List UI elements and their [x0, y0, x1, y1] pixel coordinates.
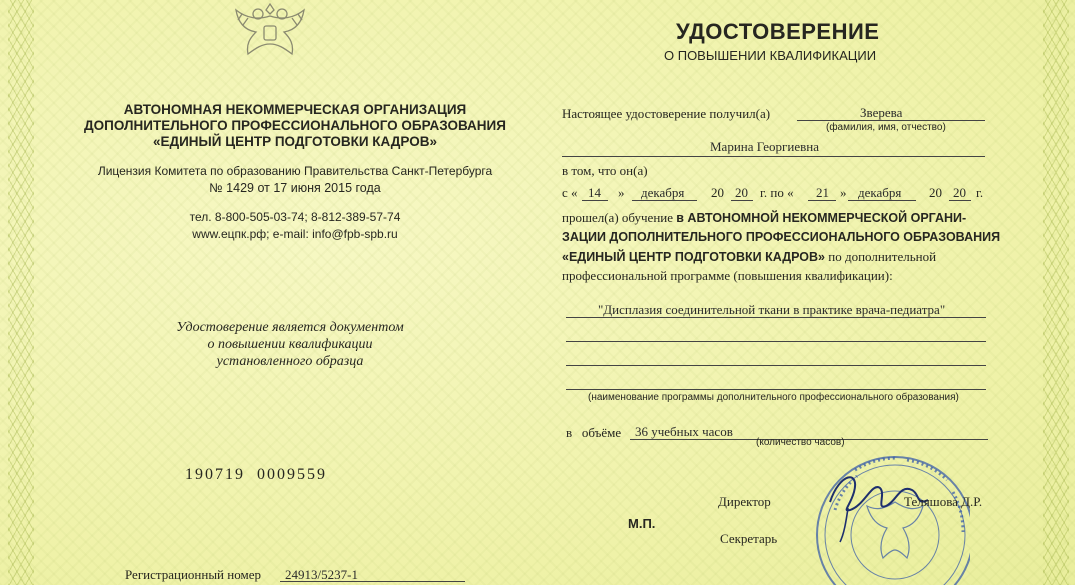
registration-underline	[280, 581, 465, 582]
study-org-part3: «ЕДИНЫЙ ЦЕНТР ПОДГОТОВКИ КАДРОВ»	[562, 250, 825, 264]
from-year-underline	[731, 200, 753, 201]
director-name: Теляшова Д.Р.	[904, 494, 983, 509]
director-label: Директор	[718, 494, 771, 509]
to-year: 20	[953, 185, 966, 200]
from-day-underline	[582, 200, 608, 201]
from-month-underline	[632, 200, 697, 201]
ornamental-border-right	[1043, 0, 1069, 585]
surname-underline	[797, 120, 985, 121]
study-org-part2: ЗАЦИИ ДОПОЛНИТЕЛЬНОГО ПРОФЕССИОНАЛЬНОГО ОБРАЗОВАНИЯ	[562, 230, 1001, 244]
contact-phones: тел. 8-800-505-03-74; 8-812-389-57-74	[189, 210, 401, 224]
status-note-line1: Удостоверение является документом	[176, 320, 404, 335]
from-day: 14	[588, 185, 601, 200]
from-suffix: »	[618, 185, 625, 200]
ornamental-border-left	[8, 0, 34, 585]
to-suffix: »	[840, 185, 847, 200]
secretary-label: Секретарь	[720, 531, 778, 546]
contact-web: www.ецпк.рф; e-mail: info@fpb-spb.ru	[192, 227, 398, 241]
certificate-title: УДОСТОВЕРЕНИЕ	[676, 19, 880, 44]
license-line1: Лицензия Комитета по образованию Правительства Санкт-Петербурга	[97, 164, 493, 178]
stamp-place-label: М.П.	[628, 516, 656, 531]
program-name: "Дисплазия соединительной ткани в практике врача-педиатра"	[598, 302, 946, 317]
status-note-line3: установленного образца	[216, 354, 364, 369]
org-name-line3: «ЕДИНЫЙ ЦЕНТР ПОДГОТОВКИ КАДРОВ»	[152, 134, 438, 149]
study-prefix: прошел(а) обучение	[562, 210, 674, 225]
to-month: декабря	[858, 185, 902, 200]
org-name-line2: ДОПОЛНИТЕЛЬНОГО ПРОФЕССИОНАЛЬНОГО ОБРАЗОВАНИЯ	[84, 118, 506, 133]
from-year-prefix: 20	[711, 185, 724, 200]
from-prefix: с «	[562, 185, 578, 200]
volume-value: 36 учебных часов	[635, 424, 733, 439]
volume-label: в объёме	[566, 425, 622, 440]
study-program-type: профессиональной программе (повышения квалификации):	[562, 268, 893, 283]
program-underline-4	[566, 389, 986, 390]
study-program-prefix: по дополнительной	[828, 249, 937, 264]
name-caption: (фамилия, имя, отчество)	[826, 122, 946, 133]
received-label: Настоящее удостоверение получил(а)	[562, 106, 771, 121]
coat-of-arms-icon	[228, 0, 312, 58]
to-day: 21	[816, 185, 829, 200]
from-year: 20	[735, 185, 748, 200]
program-underline-1	[566, 317, 986, 318]
program-underline-2	[566, 341, 986, 342]
given-names-underline	[562, 156, 985, 157]
to-year-underline	[949, 200, 971, 201]
program-caption: (наименование программы дополнительного профессионального образования)	[588, 392, 959, 403]
to-day-underline	[808, 200, 836, 201]
license-line2: № 1429 от 17 июня 2015 года	[209, 181, 381, 195]
blank-serial-number: 190719 0009559	[185, 466, 327, 483]
status-note-line2: о повышении квалификации	[207, 337, 373, 352]
program-underline-3	[566, 365, 986, 366]
recipient-given-names: Марина Георгиевна	[710, 139, 819, 154]
recipient-surname: Зверева	[860, 105, 903, 120]
to-month-underline	[848, 200, 916, 201]
study-org-part1: в АВТОНОМНОЙ НЕКОММЕРЧЕСКОЙ ОРГАНИ-	[676, 211, 967, 225]
to-prefix: г. по «	[760, 185, 794, 200]
volume-caption: (количество часов)	[756, 437, 845, 448]
registration-number: 24913/5237-1	[285, 567, 358, 582]
certificate-subtitle: О ПОВЫШЕНИИ КВАЛИФИКАЦИИ	[664, 48, 877, 63]
in-that-label: в том, что он(а)	[562, 163, 648, 178]
to-year-prefix: 20	[929, 185, 942, 200]
from-month: декабря	[641, 185, 685, 200]
registration-label: Регистрационный номер	[125, 567, 261, 582]
to-year-suffix: г.	[976, 185, 984, 200]
org-name-line1: АВТОНОМНАЯ НЕКОММЕРЧЕСКАЯ ОРГАНИЗАЦИЯ	[123, 102, 467, 117]
